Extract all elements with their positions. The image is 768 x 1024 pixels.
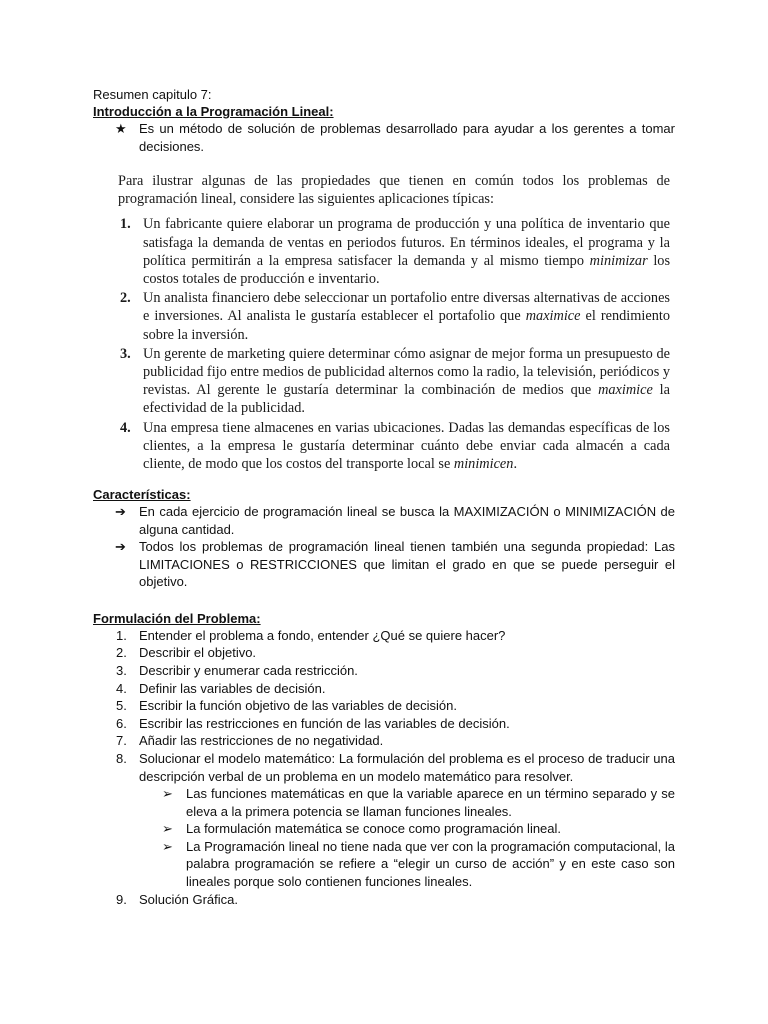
- arrowhead-bullet-icon: ➢: [162, 786, 173, 802]
- sub-list-item: ➢ La Programación lineal no tiene nada que ver con la programación computacional, la palabra programación se refiere a “elegir un curso de acción” y en este caso son lineales porque solo contienen funciones lineales.: [162, 838, 675, 890]
- arrow-bullet-icon: ➔: [115, 539, 126, 555]
- document-page: [93, 86, 675, 908]
- characteristics-list: [93, 503, 675, 591]
- scanned-excerpt: [118, 172, 670, 473]
- excerpt-intro: Para ilustrar algunas de las propiedades que tienen en común todos los problemas de programación lineal, considere las siguientes aplicaciones típicas:: [118, 173, 670, 208]
- excerpt-item: 2. Un analista financiero debe seleccionar un portafolio entre diversas alternativas de acciones e inversiones. Al analista le gustaría establecer el portafolio que maximice el rendimiento sobre la inversión.: [120, 290, 670, 343]
- arrowhead-bullet-icon: ➢: [162, 838, 173, 854]
- sub-list: [139, 785, 675, 891]
- formulation-heading: Formulación del Problema:: [93, 610, 261, 626]
- excerpt-item: 1. Un fabricante quiere elaborar un programa de producción y una política de inventario que satisfaga la demanda de ventas en periodos futuros. En términos ideales, el programa y la política permitirán a la empresa satisfacer la demanda y al mismo tiempo minimizar los costos totales de producción e inventario.: [120, 216, 671, 288]
- characteristics-heading: Características:: [93, 487, 191, 503]
- list-item: 3. Describir y enumerar cada restricción.: [116, 662, 358, 678]
- list-item: ➔ En cada ejercicio de programación lineal se busca la MAXIMIZACIÓN o MINIMIZACIÓN de alguna cantidad.: [115, 504, 675, 537]
- list-item: 7. Añadir las restricciones de no negatividad.: [116, 733, 384, 749]
- list-item: 1. Entender el problema a fondo, entender ¿Qué se quiere hacer?: [116, 627, 506, 643]
- summary-title: Resumen capitulo 7:: [93, 87, 212, 102]
- arrowhead-bullet-icon: ➢: [162, 821, 173, 837]
- sub-list-item: ➢ Las funciones matemáticas en que la variable aparece en un término separado y se eleva a la primera potencia se llaman funciones lineales.: [162, 786, 675, 819]
- excerpt-item: 3. Un gerente de marketing quiere determinar cómo asignar de mejor forma un presupuesto de publicidad fijo entre medios de publicidad alternos como la radio, la televisión, periódicos y revistas. Al gerente le gustaría determinar la combinación de medios que maximice la efectividad de la publicidad.: [120, 345, 670, 417]
- list-item: 5. Escribir la función objetivo de las variables de decisión.: [116, 698, 457, 714]
- sub-list-item: ➢ La formulación matemática se conoce como programación lineal.: [162, 821, 562, 837]
- list-item: ★ Es un método de solución de problemas desarrollado para ayudar a los gerentes a tomar decisiones.: [115, 121, 675, 154]
- star-bullet-icon: ★: [115, 121, 127, 136]
- excerpt-item: 4. Una empresa tiene almacenes en varias ubicaciones. Dadas las demandas específicas de los clientes, a la empresa le gustaría determinar cuánto debe enviar cada almacén a cada cliente, de modo que los costos del transporte local se minimicen.: [120, 419, 670, 473]
- list-item: 9. Solución Gráfica.: [116, 891, 238, 907]
- formulation-list: [93, 627, 675, 909]
- intro-list: [93, 120, 675, 155]
- excerpt-list: [118, 215, 670, 473]
- list-item: 4. Definir las variables de decisión.: [116, 680, 326, 696]
- list-item: 8. Solucionar el modelo matemático: La formulación del problema es el proceso de traducir una descripción verbal de un problema en un modelo matemático para resolver. ➢ Las funciones matemáticas en que la variable aparece en un término separado y se eleva a la primera potencia se llaman funciones lineales. ➢ La formulación matemática se conoce como programación lineal. ➢ La Programación lineal no tiene nada que ver con la programación computacional, la palabra programación se refiere a “elegir un curso de acción” y en este caso son lineales porque solo contienen funciones lineales.: [116, 750, 675, 890]
- list-item: ➔ Todos los problemas de programación lineal tienen también una segunda propiedad: Las LIMITACIONES o RESTRICCIONES que limitan el grado en que se puede perseguir el objetivo.: [115, 539, 675, 590]
- list-item: 2. Describir el objetivo.: [116, 645, 257, 661]
- arrow-bullet-icon: ➔: [115, 504, 126, 520]
- intro-heading: Introducción a la Programación Lineal:: [93, 104, 334, 119]
- list-item: 6. Escribir las restricciones en función de las variables de decisión.: [116, 715, 510, 731]
